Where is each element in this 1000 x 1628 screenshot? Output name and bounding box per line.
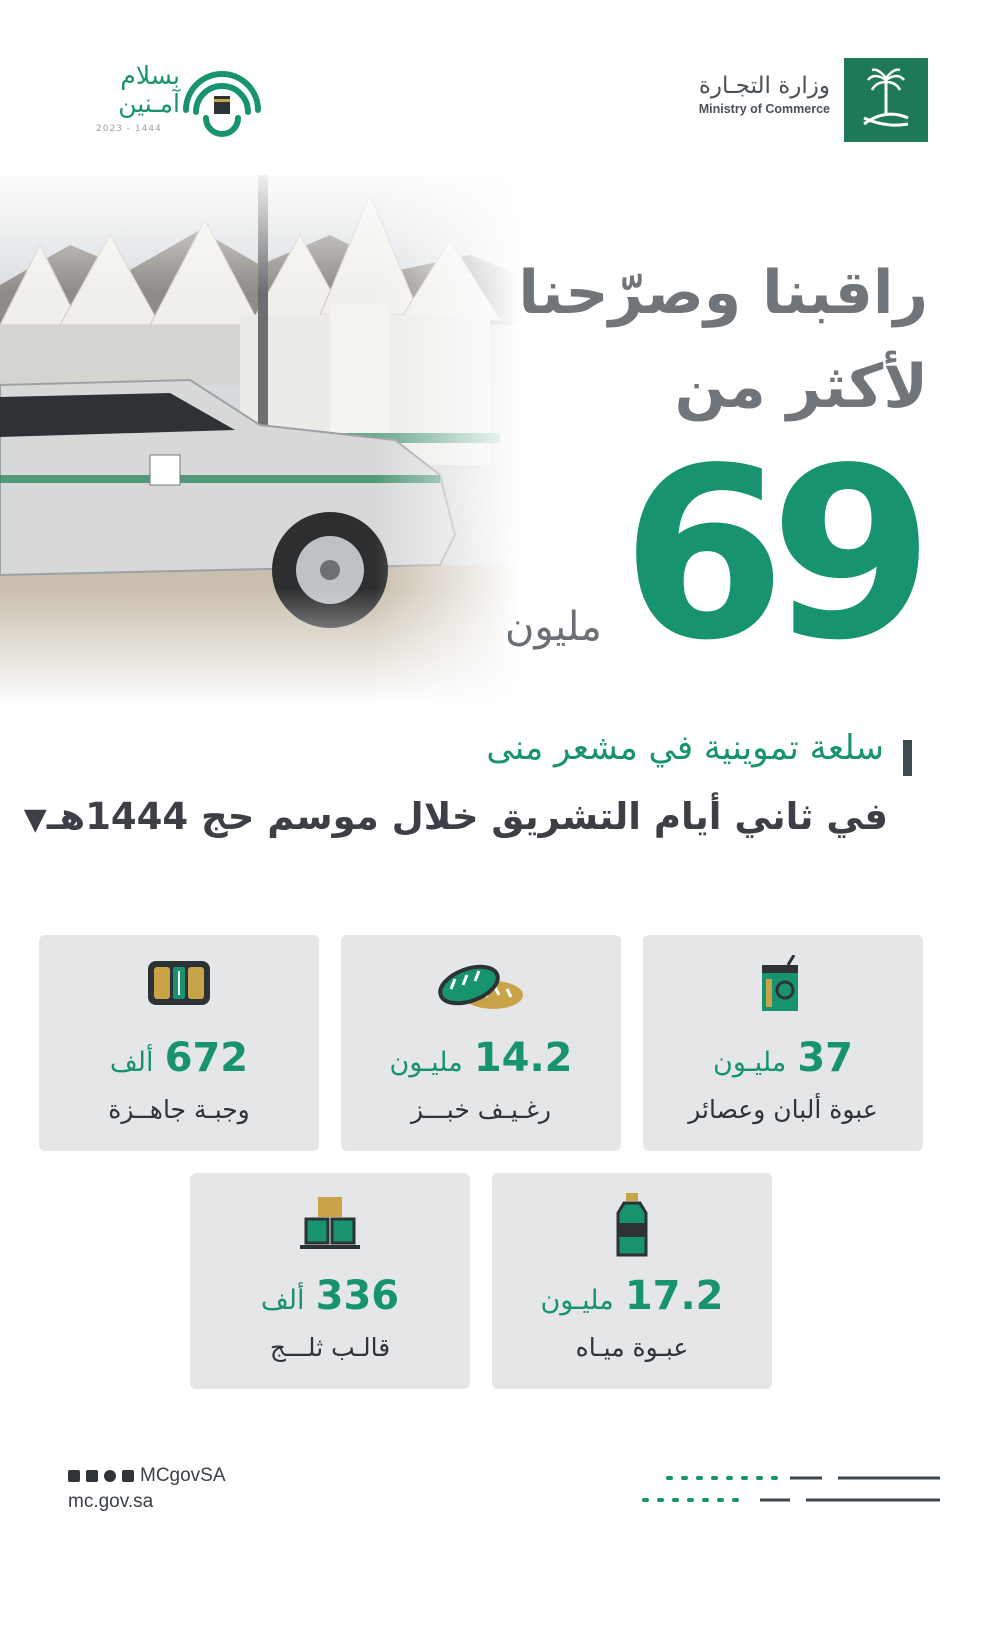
meal-box-icon bbox=[144, 955, 214, 1011]
subheading-line1: سلعة تموينية في مشعر منى bbox=[486, 728, 884, 768]
stat-card-meal bbox=[39, 935, 319, 1151]
subheading-marker: ▼ bbox=[23, 802, 47, 837]
saudi-emblem-icon bbox=[844, 58, 928, 142]
stat-card-juice bbox=[643, 935, 923, 1151]
subheading-line2 bbox=[24, 795, 888, 838]
facebook-icon[interactable] bbox=[86, 1470, 98, 1482]
stat-value: 14.2 bbox=[473, 1035, 573, 1081]
stat-label: عبوة ألبان وعصائر bbox=[688, 1095, 878, 1124]
footer-social bbox=[68, 1465, 226, 1487]
twitter-icon[interactable] bbox=[68, 1470, 80, 1482]
headline-line2: لأكثر من bbox=[674, 352, 928, 422]
headline-number: 69 bbox=[621, 417, 918, 692]
stat-value: 17.2 bbox=[624, 1273, 724, 1319]
ministry-logo bbox=[628, 58, 928, 144]
campaign-logo-years: 2023 - 1444 bbox=[96, 124, 162, 134]
instagram-icon[interactable] bbox=[104, 1470, 116, 1482]
ice-block-icon bbox=[298, 1193, 362, 1253]
social-handle[interactable]: MCgovSA bbox=[140, 1465, 226, 1486]
subheading-line2-text: في ثاني أيام التشريق خلال موسم حج 1444هـ bbox=[46, 795, 888, 838]
ministry-name-en: Ministry of Commerce bbox=[698, 102, 830, 116]
stat-label: رغـيـف خبـــز bbox=[411, 1095, 551, 1124]
stat-unit: مليـون bbox=[712, 1047, 787, 1078]
stat-unit: ألف bbox=[109, 1047, 154, 1078]
stat-card-bread bbox=[341, 935, 621, 1151]
footer-decoration bbox=[640, 1470, 940, 1510]
stat-card-water bbox=[492, 1173, 772, 1389]
stat-unit: مليـون bbox=[540, 1285, 614, 1316]
ministry-name-ar: وزارة التجـارة bbox=[698, 73, 830, 99]
kaaba-waves-icon bbox=[180, 66, 264, 142]
stat-value: 336 bbox=[315, 1273, 400, 1319]
youtube-icon[interactable] bbox=[122, 1470, 134, 1482]
stat-unit: مليـون bbox=[389, 1047, 463, 1078]
stat-unit: ألف bbox=[260, 1285, 305, 1316]
stat-value: 672 bbox=[164, 1035, 249, 1081]
footer-url[interactable]: mc.gov.sa bbox=[68, 1491, 154, 1512]
bread-icon bbox=[433, 955, 529, 1015]
stat-label: وجبـة جاهــزة bbox=[108, 1095, 250, 1124]
hero-photo-inspection-car bbox=[0, 175, 520, 705]
subheading-bar bbox=[903, 740, 912, 776]
campaign-logo-line1: بسلام bbox=[120, 61, 180, 90]
campaign-logo bbox=[68, 62, 268, 152]
campaign-logo-line2: آمـنين bbox=[118, 89, 180, 118]
stat-card-ice bbox=[190, 1173, 470, 1389]
water-bottle-icon bbox=[614, 1193, 650, 1259]
headline-unit: مليون bbox=[505, 604, 602, 650]
stat-value: 37 bbox=[797, 1035, 853, 1081]
headline-line1: راقبنا وصرّحنا bbox=[518, 258, 928, 328]
stat-label: عبـوة ميـاه bbox=[575, 1333, 689, 1362]
juice-box-icon bbox=[758, 955, 808, 1015]
stat-label: قالـب ثلـــج bbox=[269, 1333, 391, 1362]
